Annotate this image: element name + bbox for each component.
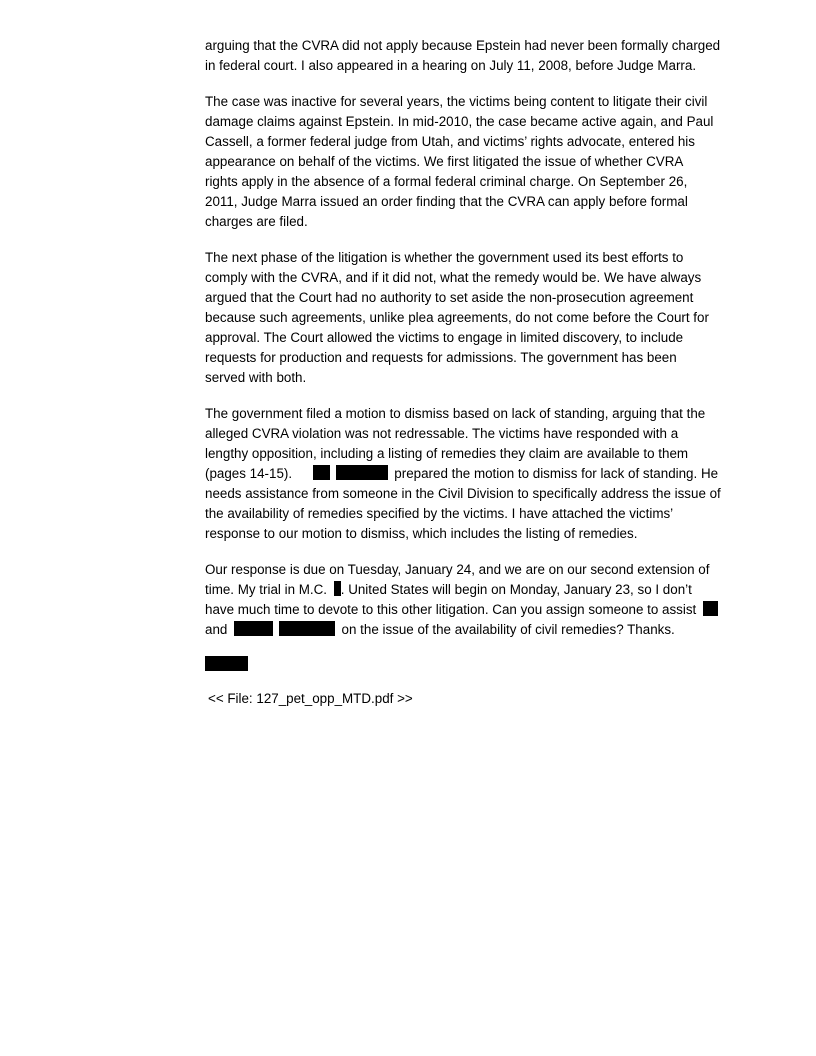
email-body — [205, 36, 775, 709]
text-line-with-redaction — [205, 600, 775, 620]
text-fragment: (pages 14-15). — [205, 466, 293, 481]
text-line: The government filed a motion to dismiss based on lack of standing, arguing that the — [205, 406, 706, 421]
text-line: 2011, Judge Marra issued an order finding that the CVRA can apply before formal — [205, 194, 688, 209]
text-line: requests for production and requests for admissions. The government has been — [205, 350, 677, 365]
text-line: because such agreements, unlike plea agreements, do not come before the Court for — [205, 310, 709, 325]
text-line-with-redaction — [205, 580, 775, 600]
paragraph-3 — [205, 248, 775, 388]
text-line-with-redaction — [205, 620, 775, 640]
redaction-block — [334, 581, 341, 596]
text-line: the availability of remedies specified by the victims. I have attached the victims’ — [205, 506, 674, 521]
text-fragment: prepared the motion to dismiss for lack of standing. He — [394, 466, 719, 481]
text-fragment: and — [205, 622, 228, 637]
redaction-block — [279, 621, 335, 636]
text-fragment: on the issue of the availability of civil remedies? Thanks. — [341, 622, 675, 637]
text-fragment: . United States will begin on Monday, January 23, so I don’t — [340, 582, 692, 597]
redaction-block — [234, 621, 273, 636]
text-line: response to our motion to dismiss, which includes the listing of remedies. — [205, 526, 638, 541]
paragraph-2 — [205, 92, 775, 232]
text-line: Our response is due on Tuesday, January 24, and we are on our second extension of — [205, 562, 710, 577]
text-line: lengthy opposition, including a listing of remedies they claim are available to them — [205, 446, 689, 461]
text-line: approval. The Court allowed the victims to engage in limited discovery, to include — [205, 330, 684, 345]
text-line: arguing that the CVRA did not apply because Epstein had never been formally charged — [205, 38, 721, 53]
text-line: needs assistance from someone in the Civil Division to specifically address the issue of — [205, 486, 721, 501]
redaction-block — [703, 601, 718, 616]
text-line-with-redaction — [205, 464, 775, 484]
text-line: Cassell, a former federal judge from Utah, and victims’ rights advocate, entered his — [205, 134, 695, 149]
paragraph-5 — [205, 560, 775, 640]
text-line: rights apply in the absence of a formal federal criminal charge. On September 26, — [205, 174, 688, 189]
text-fragment: have much time to devote to this other litigation. Can you assign someone to assist — [205, 602, 697, 617]
redacted-signature — [205, 656, 248, 671]
text-line: served with both. — [205, 370, 307, 385]
text-line: alleged CVRA violation was not redressable. The victims have responded with a — [205, 426, 679, 441]
text-line: argued that the Court had no authority to set aside the non-prosecution agreement — [205, 290, 694, 305]
redaction-block — [313, 465, 330, 480]
attachment-reference[interactable]: << File: 127_pet_opp_MTD.pdf >> — [208, 691, 413, 706]
text-line: in federal court. I also appeared in a hearing on July 11, 2008, before Judge Marra. — [205, 58, 697, 73]
text-line: damage claims against Epstein. In mid-2010, the case became active again, and Paul — [205, 114, 714, 129]
redaction-block — [336, 465, 388, 480]
paragraph-4 — [205, 404, 775, 544]
text-line: The case was inactive for several years, the victims being content to litigate their civil — [205, 94, 708, 109]
text-line: appearance on behalf of the victims. We first litigated the issue of whether CVRA — [205, 154, 684, 169]
text-line: charges are filed. — [205, 214, 308, 229]
text-fragment: time. My trial in M.C. — [205, 582, 328, 597]
text-line: The next phase of the litigation is whether the government used its best efforts to — [205, 250, 684, 265]
text-line: comply with the CVRA, and if it did not, what the remedy would be. We have always — [205, 270, 702, 285]
paragraph-1 — [205, 36, 775, 76]
